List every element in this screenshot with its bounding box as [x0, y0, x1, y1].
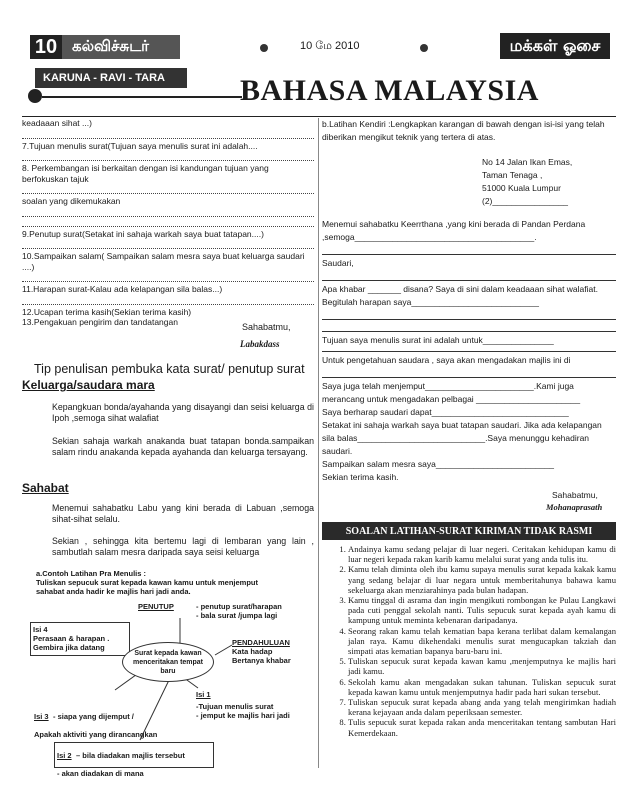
tip-heading: Tip penulisan pembuka kata surat/ penutup surat — [34, 362, 305, 376]
isi1-text: -Tujuan menulis surat - jemput ke majlis hari jadi — [196, 702, 290, 720]
letter-line: Saya juga telah menjemput_______________________.Kami juga merancang untuk mengadakan pelbagai ______________________ — [322, 381, 581, 404]
bullet-dot — [28, 89, 42, 103]
page-number: 10 — [30, 35, 62, 59]
exercise-box-title: SOALAN LATIHAN-SURAT KIRIMAN TIDAK RASMI — [322, 522, 616, 540]
isi3-label: Isi 3 — [34, 712, 49, 721]
newspaper-brand: மக்கள் ஓசை — [500, 33, 610, 59]
section-heading-family: Keluarga/saudara mara — [22, 378, 155, 392]
header-rule — [42, 96, 242, 98]
penutup-text: - penutup surat/harapan - bala surat /jumpa lagi — [196, 602, 282, 620]
isi2-box — [54, 742, 214, 778]
letter-line: Tujuan saya menulis surat ini adalah untuk_______________ — [322, 335, 554, 345]
paragraph: Kepangkuan bonda/ayahanda yang disayangi dan seisi keluarga di Ipoh ,semoga sihat walafiat — [52, 402, 314, 423]
example-title: a.Contoh Latihan Pra Menulis : — [36, 569, 147, 578]
pendahuluan-label: PENDAHULUAN — [232, 638, 290, 647]
separator-dot — [260, 44, 268, 52]
penutup-label: PENUTUP — [138, 602, 174, 611]
question-item: 5. Tuliskan sepucuk surat kepada kawan kamu ,menjemputnya ke majlis hari jadi kamu. — [348, 656, 616, 676]
outline-line: 13.Pengakuan pengirim dan tandatangan — [22, 317, 178, 327]
isi2-text: – bila diadakan majlis tersebut - akan diadakan di mana — [57, 751, 185, 778]
page-title: BAHASA MALAYSIA — [240, 74, 539, 107]
isi3-box — [34, 706, 164, 742]
address-line: Taman Tenaga , — [482, 170, 543, 180]
outline-line: 9.Penutup surat(Setakat ini sahaja warkah saya buat tatapan....) — [22, 228, 264, 239]
issue-date: 10 மே 2010 — [300, 40, 360, 52]
column-divider — [318, 118, 319, 768]
instruction: b.Latihan Kendiri :Lengkapkan karangan di bawah dengan isi-isi yang telah diberikan mengikut teknik yang tertera di atas. — [322, 119, 605, 142]
outline-line: 12.Ucapan terima kasih(Sekian terima kasih) — [22, 306, 192, 317]
pendahuluan-text: Kata hadap Bertanya khabar — [232, 647, 291, 665]
paragraph: Sekian sahaja warkah anakanda buat tatapan bonda.sampaikan salam rindu anakanda kepada ayahanda dan keluarga tersayang. — [52, 436, 314, 457]
letter-line: Menemui sahabatku Keerrthana ,yang kini berada di Pandan Perdana ,semoga______________________________________. — [322, 219, 586, 242]
isi4-text: Perasaan & harapan . Gembira jika datang — [33, 634, 110, 652]
section-tab: கல்விச்சுடர் — [62, 35, 180, 59]
separator-dot — [420, 44, 428, 52]
outline-line: keadaaan sihat ...) — [22, 118, 92, 128]
example-desc: Tuliskan sepucuk surat kepada kawan kamu untuk menjemput sahabat anda hadir ke majlis hari jadi anda. — [36, 578, 259, 596]
paragraph: Sekian , sehingga kita bertemu lagi di lembaran yang lain , sambutlah salam mesra daripada saya seisi keluarga — [52, 536, 314, 557]
address-line: 51000 Kuala Lumpur — [482, 183, 561, 193]
letter-line: Untuk pengetahuan saudara , saya akan mengadakan majlis ini di — [322, 355, 571, 365]
outline-line: 7.Tujuan menulis surat(Tujuan saya menulis surat ini adalah.... — [22, 140, 258, 151]
letter-line: Sampaikan salam mesra saya_________________________ — [322, 459, 555, 469]
isi4-box — [30, 622, 130, 656]
question-list — [334, 544, 616, 738]
author-credit: KARUNA - RAVI - TARA — [35, 68, 187, 88]
address-block — [482, 156, 616, 208]
sign-off: Sahabatmu, — [242, 322, 291, 332]
letter-line: Saya berharap saudari dapat_____________________________ — [322, 407, 569, 417]
outline-line: 8. Perkembangan isi berkaitan dengan isi kandungan tujuan yang berfokuskan tajuk — [22, 163, 269, 184]
question-item: 3. Kamu tinggal di asrama dan ingin mengikuti rombongan ke Pulau Langkawi pada cuti penggal sekolah nanti. Tulis sepucuk surat kepada ayah kamu di kampung untuk meminta kebenaran daripadanya. — [348, 595, 616, 626]
address-line: No 14 Jalan Ikan Emas, — [482, 157, 573, 167]
question-item: 1. Andainya kamu sedang pelajar di luar negeri. Ceritakan kehidupan kamu di luar negeri kepada rakan karib kamu melalui surat yang anda tulis itu. — [348, 544, 616, 564]
divider — [22, 116, 616, 117]
isi2-label: Isi 2 — [57, 751, 72, 760]
sign-off: Sahabatmu, — [552, 490, 598, 500]
paragraph: Menemui sahabatku Labu yang kini berada di Labuan ,semoga sihat-sihat selalu. — [52, 503, 314, 524]
question-item: 2. Kamu telah diminta oleh ibu kamu supaya menulis surat kepada kakak kamu yang sedang belajar di luar negara untuk memberitahunya bahawa kamu sekeluarga akan menziarahinya pada bulan hadapan. — [348, 564, 616, 595]
question-item: 6. Sekolah kamu akan mengadakan sukan tahunan. Tuliskan sepucuk surat kepada kawan kamu untuk menjemputnya hadir pada hari sukan tersebut. — [348, 677, 616, 697]
section-heading-friend: Sahabat — [22, 481, 69, 495]
sign-name: Mohanaprasath — [546, 502, 603, 512]
isi3-text: - siapa yang dijemput / Apakah aktiviti yang dirancangkan — [34, 712, 158, 739]
isi4-label: Isi 4 — [33, 625, 48, 634]
letter-line: Setakat ini sahaja warkah saya buat tatapan saudari. Jika ada kelapangan sila balas___________________________.Saya menunggu kehadiran saudari. — [322, 420, 602, 456]
question-item: 4. Seorang rakan kamu telah kematian bapa kerana terlibat dalam kemalangan jalan raya. Kamu dikehendaki menulis surat mengucapkan takziah dan simpati atas kematian bapanya baru-baru ini. — [348, 626, 616, 657]
letter-line: Sekian terima kasih. — [322, 472, 399, 482]
question-item: 7. Tuliskan sepucuk surat kepada abang anda yang telah mengirimkan hadiah kerana kejayaan anda dalam peperiksaan semester. — [348, 697, 616, 717]
letter-outline — [22, 118, 314, 328]
isi1-box — [196, 690, 306, 720]
letter-line: Saudari, — [322, 258, 354, 268]
isi1-label: Isi 1 — [196, 690, 211, 699]
sign-name: Labakdass — [240, 339, 280, 349]
center-topic — [122, 642, 214, 682]
pendahuluan-box — [232, 638, 312, 665]
center-text: Surat kepada kawan menceritakan tempat baru — [132, 649, 204, 675]
address-line: (2)________________ — [482, 196, 569, 206]
self-exercise — [322, 118, 616, 484]
outline-line: 10.Sampaikan salam( Sampaikan salam mesra saya buat keluarga saudari ....) — [22, 251, 305, 272]
letter-line: Apa khabar _______ disana? Saya di sini dalam keadaaan sihat walafiat. Begitulah harapan saya___________________________ — [322, 284, 598, 307]
outline-line: soalan yang dikemukakan — [22, 196, 121, 206]
outline-line: 11.Harapan surat-Kalau ada kelapangan sila balas...) — [22, 284, 223, 294]
question-item: 8. Tulis sepucuk surat kepada rakan anda menceritakan tentang sambutan Hari Kemerdekaan. — [348, 717, 616, 737]
